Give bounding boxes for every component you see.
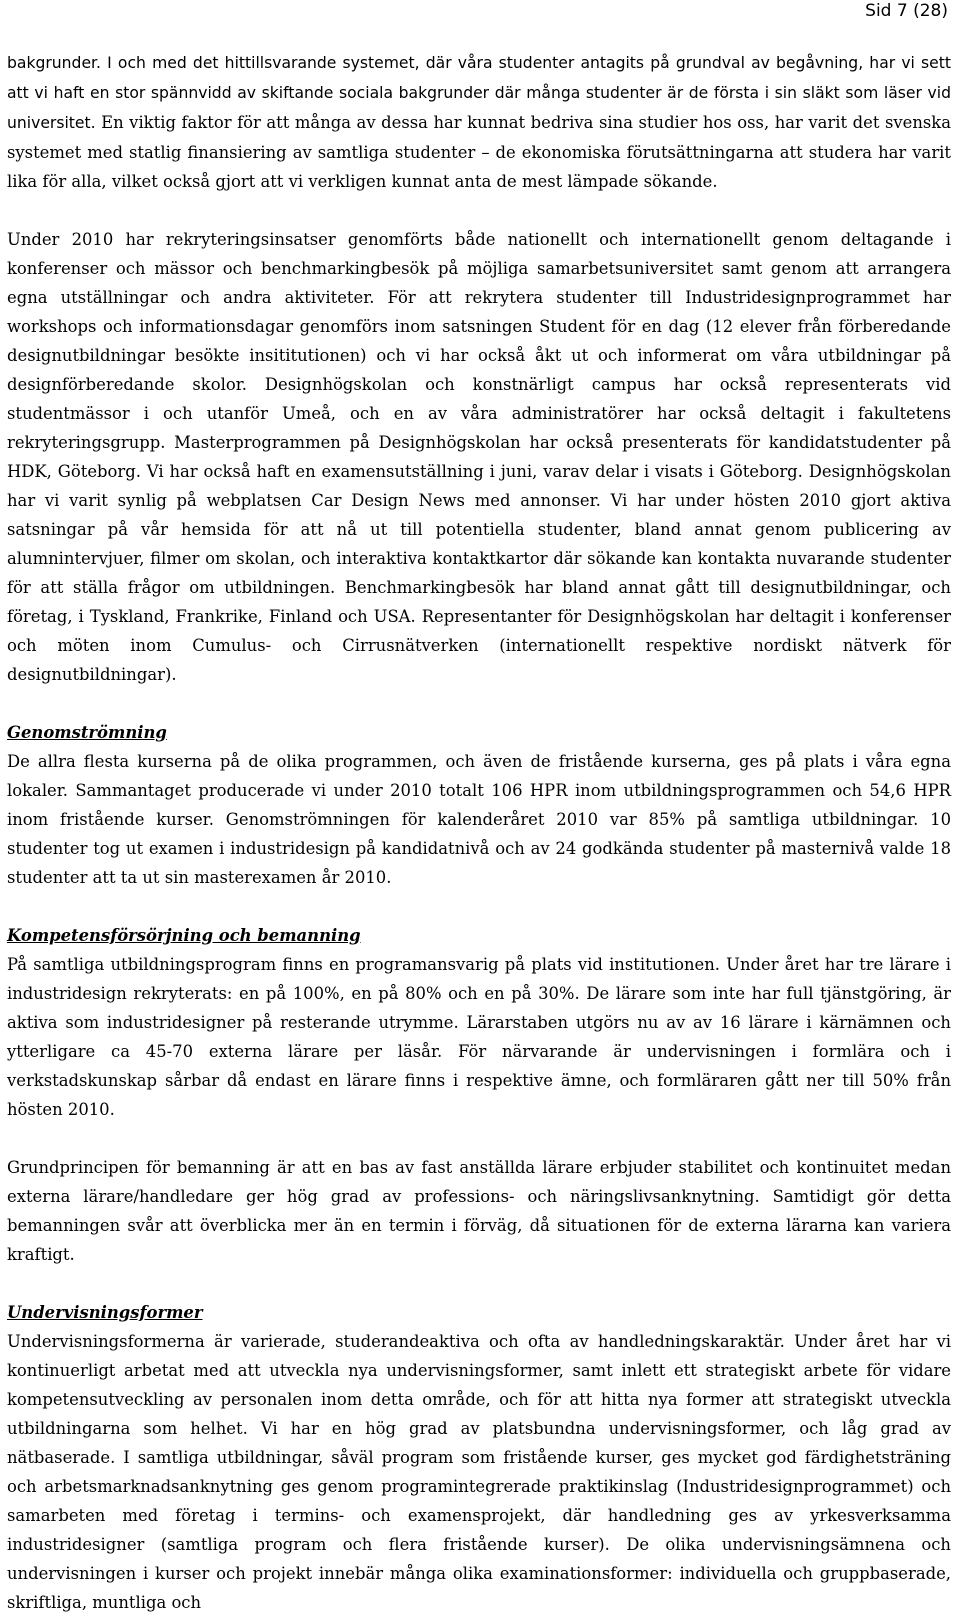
staffing-paragraph: På samtliga utbildningsprogram finns en programansvarig på plats vid institutionen. Under året har tre lärare i industridesign rekryterats: en på 100%, en på 80% och en på 30%. De lärare som inte har full tjänstgöring, är aktiva som industridesigner på resterande utrymme. Lärarstaben utgörs nu av av 16 lärare i kärnämnen och ytterligare ca 45-70 externa lärare per läsår. För närvarande är undervisningen i formlära och i verkstadskunskap sårbar då endast en lärare finns i respektive ämne, och formläraren gått ner till 50% från hösten 2010.	[7, 955, 951, 1119]
staffing-heading: Kompetensförsörjning och bemanning	[7, 926, 361, 945]
document-body	[7, 48, 951, 1617]
throughput-paragraph: De allra flesta kurserna på de olika programmen, och även de fristående kurserna, ges på plats i våra egna lokaler. Sammantaget producerade vi under 2010 totalt 106 HPR inom utbildningsprogrammen och 54,6 HPR inom fristående kurser. Genomströmningen för kalenderåret 2010 var 85% på samtliga utbildningar. 10 studenter tog ut examen i industridesign på kandidatnivå och av 24 godkända studenter på masternivå valde 18 studenter att ta ut sin masterexamen år 2010.	[7, 752, 951, 887]
staffing-principle-paragraph: Grundprincipen för bemanning är att en bas av fast anställda lärare erbjuder stabilitet och kontinuitet medan externa lärare/handledare ger hög grad av professions- och näringslivsanknytning. Samtidigt gör detta bemanningen svår att överblicka mer än en termin i förväg, då situationen för de externa lärarna kan variera kraftigt.	[7, 1158, 951, 1264]
teaching-paragraph: Undervisningsformerna är varierade, studerandeaktiva och ofta av handledningskaraktär. Under året har vi kontinuerligt arbetat med att utveckla nya undervisningsformer, samt inlett ett strategiskt arbete för vidare kompetensutveckling av personalen inom detta område, och för att hitta nya former att strategiskt utveckla utbildningarna som helhet. Vi har en hög grad av platsbundna undervisningsformer, och låg grad av nätbaserade. I samtliga utbildningar, såväl program som fristående kurser, ges mycket god färdighetsträning och arbetsmarknadsanknytning ges genom programintegrerade praktikinslag (Industridesignprogrammet) och samarbeten med företag i termins- och examensprojekt, där handledning ges av yrkesverksamma industridesigner (samtliga program och flera fristående kurser). De olika undervisningsämnena och undervisningen i kurser och projekt innebär många olika examinationsformer: individuella och gruppbaserade, skriftliga, muntliga och	[7, 1332, 951, 1612]
throughput-heading: Genomströmning	[7, 723, 167, 742]
recruitment-paragraph: Under 2010 har rekryteringsinsatser genomförts både nationellt och internationellt genom deltagande i konferenser och mässor och benchmarkingbesök på möjliga samarbetsuniversitet samt genom att arrangera egna utställningar och andra aktiviteter. För att rekrytera studenter till Industridesignprogrammet har workshops och informationsdagar genomförs inom satsningen Student för en dag (12 elever från förberedande designutbildningar besökte insititutionen) och vi har också åkt ut och informerat om våra utbildningar på designförberedande skolor. Designhögskolan och konstnärligt campus har också representerats vid studentmässor i och utanför Umeå, och en av våra administratörer har också deltagit i fakultetens rekryteringsgrupp. Masterprogrammen på Designhögskolan har också presenterats för kandidatstudenter på HDK, Göteborg. Vi har också haft en examensutställning i juni, varav delar i visats i Göteborg. Designhögskolan har vi varit synlig på webplatsen Car Design News med annonser. Vi har under hösten 2010 gjort aktiva satsningar på vår hemsida för att nå ut till potentiella studenter, bland annat genom publicering av alumnintervjuer, filmer om skolan, och interaktiva kontaktkartor där sökande kan kontakta nuvarande studenter för att ställa frågor om utbildningen. Benchmarkingbesök har bland annat gått till designutbildningar, och företag, i Tyskland, Frankrike, Finland och USA. Representanter för Designhögskolan har deltagit i konferenser och möten inom Cumulus- och Cirrusnätverken (internationellt respektive nordiskt nätverk för designutbildningar).	[7, 230, 951, 684]
intro-text-sans: bakgrunder. I och med det hittillsvarande systemet, där våra studenter antagits på grundval av begåvning, har vi sett att vi haft en stor spännvidd av skiftande sociala bakgrunder där många studenter är de första i sin släkt som läser vid universitet.	[7, 54, 951, 132]
teaching-heading: Undervisningsformer	[7, 1303, 203, 1322]
intro-paragraph	[7, 48, 951, 196]
intro-text-serif: En viktig faktor för att många av dessa har kunnat bedriva sina studier hos oss, har varit det svenska systemet med statlig finansiering av samtliga studenter – de ekonomiska förutsättningarna att studera har varit lika för alla, vilket också gjort att vi verkligen kunnat anta de mest lämpade sökande.	[7, 113, 951, 191]
page-number: Sid 7 (28)	[865, 1, 948, 21]
